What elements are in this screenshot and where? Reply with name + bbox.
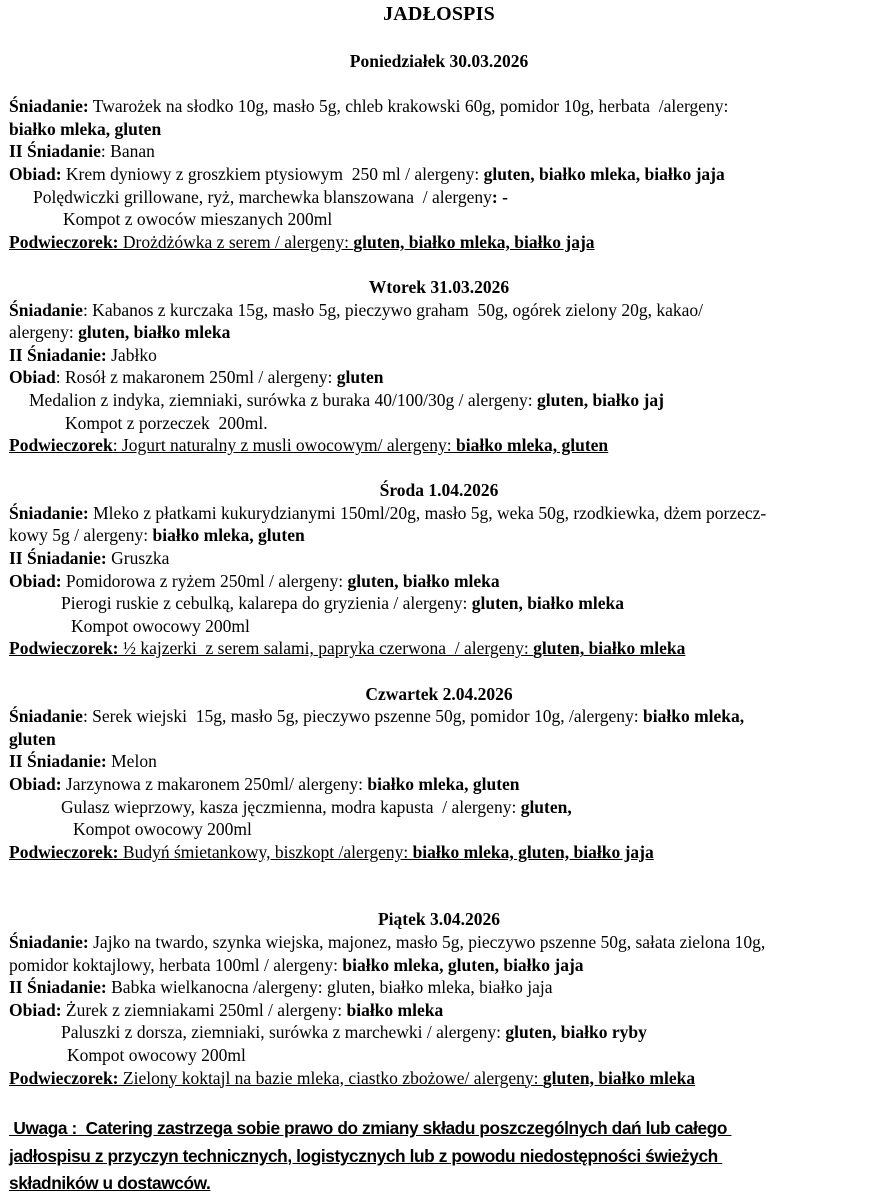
menu-row — [9, 231, 869, 254]
text-segment: II Śniadanie: — [9, 977, 107, 998]
text-segment: Śniadanie: — [9, 931, 89, 952]
text-segment: Zielony koktajl na bazie mleka, ciastko zbożowe/ alergeny: — [118, 1067, 543, 1088]
text-segment: kowy 5g / alergeny: — [9, 525, 153, 546]
text-segment: Obiad: — [9, 774, 62, 794]
text-segment: Mleko z płatkami kukurydzianymi 150ml/20g, masło 5g, weka 50g, rzodkiewka, dżem porzecz- — [88, 502, 767, 523]
day-rows — [9, 931, 869, 1089]
day-header: Wtorek 31.03.2026 — [368, 276, 510, 297]
text-segment: Pomidorowa z ryżem 250ml / alergeny: — [61, 570, 348, 591]
text-segment: Twarożek na słodko 10g, masło 5g, chleb krakowski 60g, pomidor 10g, herbata /alergeny: — [88, 96, 729, 117]
menu-row — [9, 502, 869, 525]
text-segment: Obiad: — [9, 999, 62, 1020]
text-segment: Polędwiczki grillowane, ryż, marchewka blanszowana / alergeny — [33, 186, 492, 207]
menu-row — [9, 750, 869, 773]
text-segment: Obiad: — [9, 163, 62, 184]
menu-row — [9, 163, 869, 186]
text-segment: Drożdżówka z serem / alergeny: — [118, 231, 354, 252]
note-line: jadłospisu z przyczyn technicznych, logistycznych lub z powodu niedostępności świeżych — [9, 1145, 723, 1166]
menu-row — [9, 615, 869, 638]
menu-row — [9, 321, 869, 344]
text-segment: Obiad: — [9, 570, 62, 591]
text-segment: alergeny: — [9, 322, 79, 343]
text-segment: Budyń śmietankowy, biszkopt /alergeny: — [118, 841, 413, 862]
day-section — [9, 683, 869, 864]
menu-row — [9, 773, 869, 796]
text-segment: gluten, białko mleka — [78, 322, 231, 343]
text-segment: Śniadanie — [9, 706, 83, 727]
text-segment: Śniadanie: — [9, 502, 89, 523]
text-segment: białko mleka, gluten — [367, 774, 520, 794]
day-rows — [9, 95, 869, 253]
menu-row — [9, 841, 869, 864]
text-segment: Babka wielkanocna /alergeny: gluten, białko mleka, białko jaja — [106, 977, 553, 998]
day-header: Środa 1.04.2026 — [379, 480, 499, 501]
text-segment: białko mleka, — [643, 706, 745, 727]
text-segment: białko mleka, gluten — [9, 118, 162, 139]
day-header: Piątek 3.04.2026 — [377, 909, 500, 930]
text-segment: Śniadanie — [9, 299, 83, 320]
text-segment: ½ kajzerki z serem salami, papryka czerwona / alergeny: — [118, 638, 534, 659]
text-segment: białko mleka, gluten — [152, 525, 305, 546]
text-segment: gluten, białko mleka — [347, 570, 500, 591]
text-segment: Podwieczorek: — [9, 231, 119, 252]
note-line: Uwaga : Catering zastrzega sobie prawo do zmiany składu poszczególnych dań lub całego — [9, 1118, 732, 1139]
day-section — [9, 50, 869, 253]
text-segment: Jarzynowa z makaronem 250ml/ alergeny: — [61, 774, 368, 794]
text-segment: gluten — [336, 367, 384, 388]
menu-row — [9, 1067, 869, 1090]
text-segment: Podwieczorek: — [9, 841, 119, 862]
text-segment: gluten, białko mleka, białko jaja — [353, 231, 595, 252]
text-segment: gluten, białko mleka — [471, 593, 624, 614]
menu-row — [9, 547, 869, 570]
text-segment: Podwieczorek: — [9, 1067, 119, 1088]
text-segment: II Śniadanie: — [9, 344, 107, 365]
day-header: Czwartek 2.04.2026 — [365, 683, 513, 704]
text-segment: : Serek wiejski 15g, masło 5g, pieczywo pszenne 50g, pomidor 10g, /alergeny: — [82, 706, 643, 727]
day-section — [9, 908, 869, 1089]
text-segment: pomidor koktajlowy, herbata 100ml / alergeny: — [9, 954, 343, 975]
text-segment: Pierogi ruskie z cebulką, kalarepa do gryzienia / alergeny: — [61, 593, 472, 614]
menu-row — [9, 118, 869, 141]
text-segment: Kompot owocowy 200ml — [71, 615, 250, 636]
day-rows — [9, 299, 869, 457]
text-segment: gluten, białko mleka, białko jaja — [483, 163, 725, 184]
day-rows — [9, 705, 869, 863]
text-segment: Gruszka — [106, 548, 170, 569]
text-segment: Żurek z ziemniakami 250ml / alergeny: — [61, 999, 347, 1020]
menu-row — [9, 999, 869, 1022]
menu-row — [9, 705, 869, 728]
text-segment: Śniadanie: — [9, 96, 89, 117]
day-section — [9, 479, 869, 660]
menu-row — [9, 186, 869, 209]
text-segment: Kompot owocowy 200ml — [67, 1044, 246, 1065]
menu-row — [9, 818, 869, 841]
text-segment: gluten, białko ryby — [505, 1022, 647, 1043]
text-segment: II Śniadanie: — [9, 548, 107, 569]
menu-row — [9, 140, 869, 163]
footer-note — [9, 1115, 869, 1198]
text-segment: białko mleka, gluten, białko jaja — [412, 841, 654, 862]
text-segment: białko mleka, gluten, białko jaja — [342, 954, 584, 975]
days-container — [9, 50, 869, 1089]
menu-row — [9, 389, 869, 412]
menu-row — [9, 524, 869, 547]
menu-row — [9, 931, 869, 954]
text-segment: Jabłko — [106, 344, 157, 365]
menu-row — [9, 796, 869, 819]
day-header: Poniedziałek 30.03.2026 — [349, 51, 529, 71]
text-segment: gluten, białko mleka — [542, 1067, 696, 1088]
text-segment: : - — [491, 186, 508, 207]
menu-row — [9, 366, 869, 389]
text-segment: Melon — [106, 751, 157, 772]
menu-row — [9, 728, 869, 751]
text-segment: Kompot z porzeczek 200ml. — [65, 412, 268, 433]
menu-row — [9, 412, 869, 435]
text-segment: Jajko na twardo, szynka wiejska, majonez, masło 5g, pieczywo pszenne 50g, sałata zielona 10g, — [88, 931, 766, 952]
text-segment: : Jogurt naturalny z musli owocowym/ alergeny: — [112, 435, 456, 456]
text-segment: gluten, białko jaj — [537, 389, 664, 410]
text-segment: : Rosół z makaronem 250ml / alergeny: — [55, 367, 337, 388]
day-section — [9, 276, 869, 457]
menu-row — [9, 1021, 869, 1044]
menu-row — [9, 637, 869, 660]
text-segment: Podwieczorek: — [9, 638, 119, 659]
page-title: JADŁOSPIS — [383, 3, 495, 25]
menu-row — [9, 95, 869, 118]
text-segment: Krem dyniowy z groszkiem ptysiowym 250 ml / alergeny: — [61, 163, 484, 184]
menu-row — [9, 954, 869, 977]
text-segment: Obiad — [9, 367, 56, 388]
text-segment: Gulasz wieprzowy, kasza jęczmienna, modra kapusta / alergeny: — [61, 796, 521, 817]
text-segment: Kompot owocowy 200ml — [73, 819, 252, 840]
text-segment: białko mleka, gluten — [455, 435, 609, 456]
text-segment: II Śniadanie — [9, 141, 101, 162]
note-line: składników u dostawców. — [9, 1173, 211, 1194]
text-segment: II Śniadanie: — [9, 751, 107, 772]
text-segment: Medalion z indyka, ziemniaki, surówka z buraka 40/100/30g / alergeny: — [29, 389, 538, 410]
text-segment: gluten, białko mleka — [533, 638, 686, 659]
text-segment: gluten — [9, 728, 56, 749]
text-segment: : Kabanos z kurczaka 15g, masło 5g, pieczywo graham 50g, ogórek zielony 20g, kakao/ — [82, 299, 704, 320]
menu-row — [9, 208, 869, 231]
text-segment: Paluszki z dorsza, ziemniaki, surówka z marchewki / alergeny: — [61, 1022, 506, 1043]
menu-row — [9, 434, 869, 457]
menu-row — [9, 299, 869, 322]
text-segment: Kompot z owoców mieszanych 200ml — [63, 209, 333, 230]
text-segment: : Banan — [100, 141, 155, 162]
menu-row — [9, 344, 869, 367]
day-rows — [9, 502, 869, 660]
text-segment: gluten, — [520, 796, 572, 817]
menu-row — [9, 1044, 869, 1067]
menu-row — [9, 592, 869, 615]
text-segment: białko mleka — [346, 999, 444, 1020]
menu-row — [9, 976, 869, 999]
menu-row — [9, 570, 869, 593]
text-segment: Podwieczorek — [9, 435, 113, 456]
